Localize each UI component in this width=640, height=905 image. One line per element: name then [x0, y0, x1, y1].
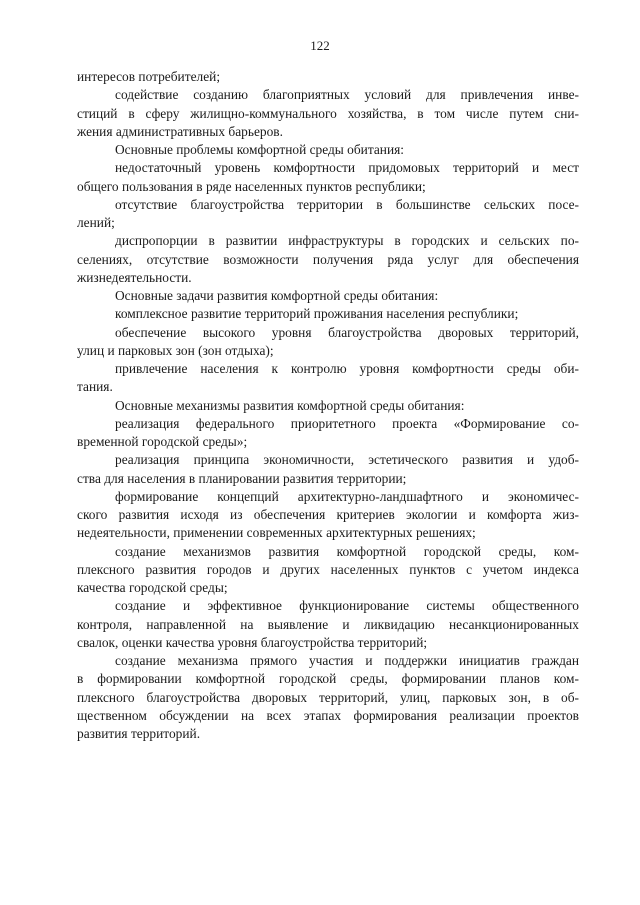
text-line: качества городской среды;: [77, 580, 228, 595]
paragraph: [77, 415, 579, 452]
text-line: ского развития исходя из обеспечения критериев экологии и комфорта жиз-: [77, 507, 579, 522]
text-line: тания.: [77, 379, 113, 395]
text-line: свалок, оценки качества уровня благоустройства территорий;: [77, 634, 428, 650]
text-line: Основные проблемы комфортной среды обитания:: [115, 142, 404, 157]
text-line: Основные задачи развития комфортной среды обитания:: [115, 288, 439, 303]
text-line: обеспечение высокого уровня благоустройства дворовых территорий,: [115, 324, 579, 340]
text-line: интересов потребителей;: [77, 69, 221, 84]
text-line: привлечение населения к контролю уровня комфортности среды оби-: [115, 361, 579, 376]
text-line: формирование концепций архитектурно-ландшафтного и экономичес-: [115, 488, 579, 504]
paragraph: [77, 159, 579, 196]
paragraph: [77, 305, 579, 323]
text-line: недостаточный уровень комфортности придомовых территорий и мест: [115, 160, 579, 176]
text-line: создание механизма прямого участия и поддержки инициатив граждан: [115, 653, 579, 668]
paragraph: [77, 597, 579, 652]
text-line: жения административных барьеров.: [77, 123, 283, 139]
paragraph: [77, 196, 579, 233]
text-line: в формировании комфортной городской среды, формировании планов ком-: [77, 671, 579, 687]
text-line: реализация федерального приоритетного проекта «Формирование со-: [115, 415, 579, 431]
text-line: комплексное развитие территорий проживания населения республики;: [115, 306, 519, 322]
paragraph: [77, 86, 579, 141]
document-body: [77, 68, 579, 743]
page-number: 122: [310, 38, 330, 53]
paragraph: [77, 543, 579, 598]
text-line: плексного развития городов и других населенных пунктов с учетом индекса: [77, 561, 579, 577]
paragraph: [77, 652, 579, 743]
paragraph: [77, 141, 579, 159]
paragraph: [77, 488, 579, 543]
text-line: Основные механизмы развития комфортной среды обитания:: [115, 397, 465, 413]
text-line: контроля, направленной на выявление и ликвидацию несанкционированных: [77, 616, 579, 632]
text-line: отсутствие благоустройства территории в большинстве сельских посе-: [115, 196, 579, 212]
text-line: недеятельности, применении современных архитектурных решениях;: [77, 525, 476, 541]
paragraph: [77, 451, 579, 488]
text-line: общего пользования в ряде населенных пунктов республики;: [77, 178, 426, 194]
paragraph: [77, 68, 579, 86]
text-line: создание механизмов развития комфортной городской среды, ком-: [115, 543, 579, 559]
paragraph: [77, 397, 579, 415]
text-line: создание и эффективное функционирование системы общественного: [115, 598, 579, 614]
text-line: диспропорции в развитии инфраструктуры в городских и сельских по-: [115, 233, 579, 249]
text-line: стиций в сферу жилищно-коммунального хозяйства, в том числе путем сни-: [77, 105, 579, 121]
text-line: ства для населения в планировании развития территории;: [77, 470, 407, 486]
text-line: щественном обсуждении на всех этапах формирования реализации проектов: [77, 707, 579, 723]
text-line: развития территорий.: [77, 726, 201, 741]
text-line: плексного благоустройства дворовых территорий, улиц, парковых зон, в об-: [77, 689, 579, 705]
paragraph: [77, 324, 579, 361]
text-line: жизнедеятельности.: [77, 269, 192, 285]
text-line: селениях, отсутствие возможности получения ряда услуг для обеспечения: [77, 251, 579, 267]
text-line: содействие созданию благоприятных условий для привлечения инве-: [115, 87, 579, 103]
text-line: реализация принципа экономичности, эстетического развития и удоб-: [115, 452, 579, 468]
text-line: временной городской среды»;: [77, 434, 248, 449]
paragraph: [77, 232, 579, 287]
text-line: улиц и парковых зон (зон отдыха);: [77, 342, 274, 358]
paragraph: [77, 287, 579, 305]
paragraph: [77, 360, 579, 397]
text-line: лений;: [77, 215, 115, 230]
